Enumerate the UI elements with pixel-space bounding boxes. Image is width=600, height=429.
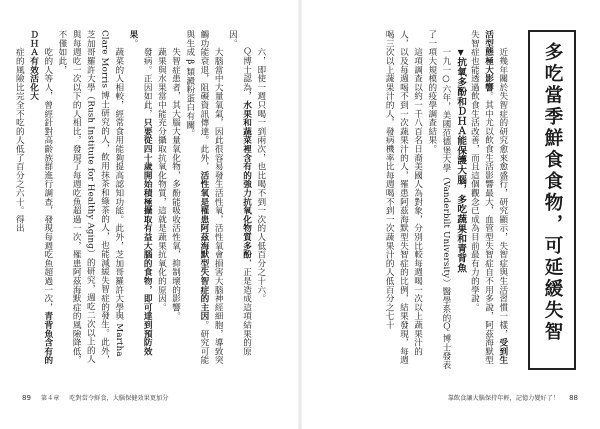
intro-text: 。其中尤以飲食生活影響最大，血管型失智症自不用多說，阿茲海默型失智症也能透過飲食生活改善，而且這個觀念已成為目前最有力的學說。: [469, 30, 494, 365]
body-text: 失智症患者，其大腦大量氧化物，多酚能吸收活性氧，抑制壞的影響。: [170, 47, 181, 321]
body-text: 這項調查以約一千八百名日裔美國人為對象，分別比較每週喝一次以上蔬果汁的人，以及每週喝不到一次蔬果汁的人，罹患阿茲海默型失智症的比例，結果發現，每週喝三次以上蔬果汁的人，發病機率比每週喝不到一次蔬果汁的人低百分之七十: [384, 30, 423, 365]
emphasis-text: 青背魚含有的ＤＨＡ有效活化大: [28, 30, 53, 365]
chapter-title: 吃對當令鮮食，大腦保健效果更加分: [69, 395, 169, 402]
body-text: 。: [127, 38, 138, 48]
body-text: 。研究可能與生成 β 類澱粉蛋白有關。: [184, 30, 209, 365]
right-page-footer: [448, 393, 578, 402]
body-text: Ｑ博士認為，: [241, 47, 252, 101]
right-page-body: [302, 30, 524, 370]
right-page: [302, 0, 600, 429]
body-text: 吃的人等人，曾經針對高齡族群進行調查，發現每週吃魚超過一次，: [42, 47, 53, 312]
intro-text: 近幾年關於失智症的研究愈來愈盛行，研究顯示，失智症與生活習慣一樣，: [497, 47, 508, 338]
triangle-marker-icon: ▼: [456, 47, 466, 57]
running-head: 靠飲食讓大腦保持年輕，記憶力變好了！: [447, 395, 560, 402]
emphasis-text: 受到生活型態極大影響: [483, 30, 508, 365]
section-heading: [455, 48, 466, 273]
chapter-section-title-box: [528, 30, 576, 370]
page-number: 89: [22, 394, 31, 402]
section-heading-text: 抗氧多酚和ＤＨＡ能保護大腦，多吃蔬果和青背魚: [455, 56, 467, 273]
body-text: 六，即使一週只喝一到兩次，也比喝不到一次的人低百分之十六。: [255, 47, 266, 303]
page-number: 88: [569, 394, 578, 402]
body-text: 大腦當中大量氧氣，因此很容易發生活性氧，活性氧會損害大腦神經細胞，導致突觸功能衰退，阻礙資訊傳達。此外，: [198, 30, 224, 365]
chapter-label: 第４章: [40, 395, 60, 402]
body-text: ，正是造成這項結果的原因。: [227, 30, 252, 356]
emphasis-text: 活性氧是罹患阿茲海默型失智症的主因: [198, 170, 209, 321]
body-text: 蔬菜的人相較，經常食用能夠提高認知功能。此外，芝加哥羅許大學與 Martha Clare Morris 博士研究的人，飲用抹茶和綠茶的人，也能減緩失智症的發生。此外，芝加哥羅許大學（Rush Institute for Healthy Aging）的研究，週吃二次以上的人與每週吃一次以下的人相比，發現了每週吃魚超過一次，罹患阿茲海默症的風險降低，不僅如此，: [56, 30, 124, 365]
body-text: 症的風險比完全不吃的人低了百分之六十。得出: [14, 47, 25, 233]
emphasis-text: 只要從四十歲開始積極攝取有益大腦的食物，即可達到預防效果: [127, 30, 153, 356]
body-text: 發病。正因如此，: [142, 47, 153, 118]
emphasis-text: 水果和蔬菜裡含有的強力抗氧化物質多酚: [241, 100, 252, 259]
section-title: 多吃當季鮮食食物，可延緩失智: [542, 42, 563, 343]
body-text: 一九一○六年，美國范德堡大學（Vanderbilt University）醫學系的Ｑ 博士發表了一項大規模的疫學調查結果。: [426, 30, 451, 370]
left-page: [0, 0, 298, 429]
left-page-body: [14, 30, 282, 370]
left-page-footer: [22, 393, 168, 402]
body-text: 蔬果與水果當中能充分攝取抗氧化物質，這就是蔬果抗氧化的原因。: [156, 47, 167, 312]
